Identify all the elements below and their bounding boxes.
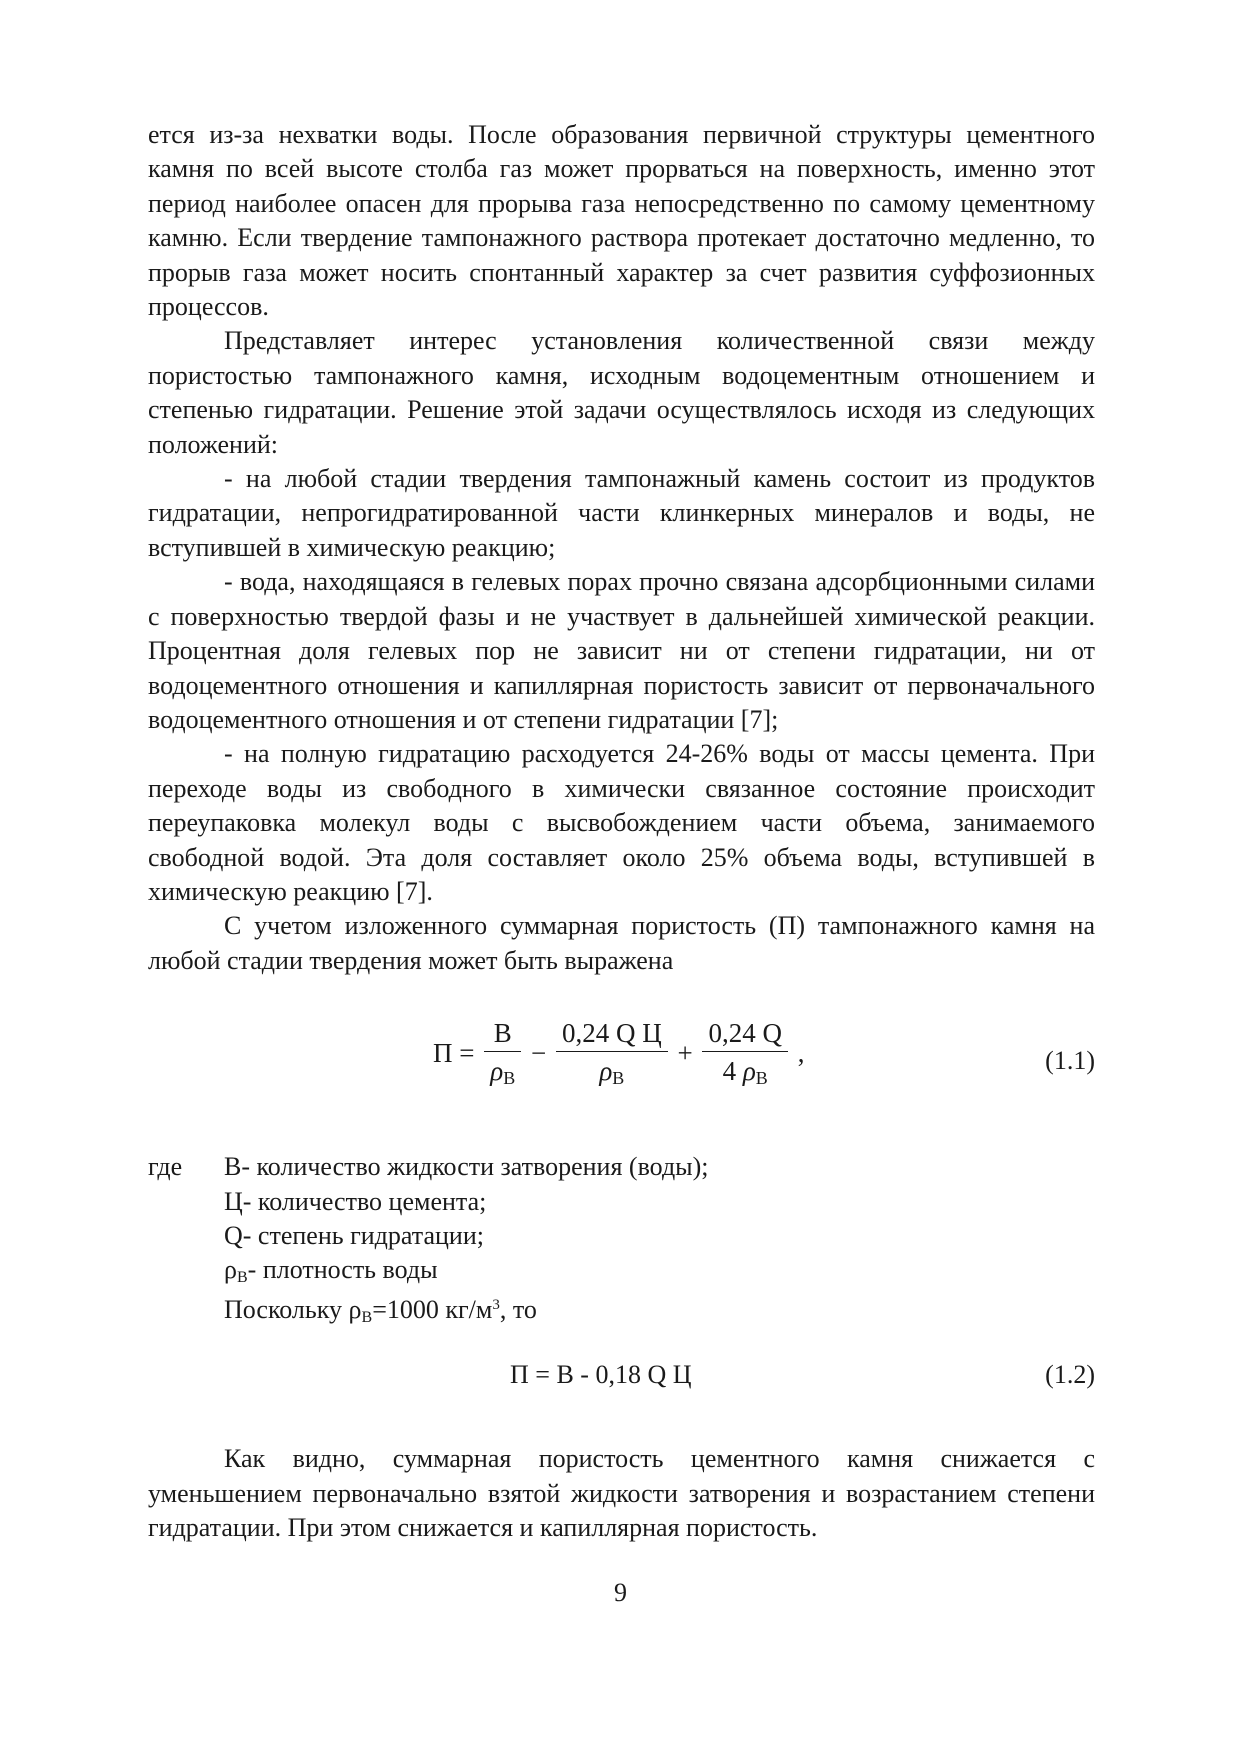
definition-density-text: - плотность воды bbox=[247, 1255, 438, 1285]
equation-2 bbox=[148, 1360, 1095, 1400]
definition-water: В- количество жидкости затворения (воды); bbox=[224, 1152, 709, 1182]
paragraph-3: - на любой стадии твердения тампонажный камень состоит из продуктов гидратации, непрогидратированной части клинкерных минералов и воды, не вступившей в химическую реакцию; bbox=[148, 464, 1095, 562]
eq1-f1-numerator: В bbox=[484, 1018, 521, 1052]
definition-cement: Ц- количество цемента; bbox=[224, 1186, 487, 1216]
rho-symbol: ρ bbox=[742, 1056, 756, 1087]
definition-density bbox=[224, 1253, 1095, 1287]
definition-hydration: Q- степень гидратации; bbox=[224, 1220, 484, 1250]
density-line-c: , то bbox=[499, 1294, 537, 1324]
eq1-f1-denominator bbox=[484, 1052, 521, 1089]
cubic-superscript: 3 bbox=[492, 1296, 500, 1313]
page-body bbox=[148, 118, 1095, 1545]
eq1-fraction-1 bbox=[484, 1018, 521, 1089]
eq1-fraction-3 bbox=[702, 1018, 788, 1089]
eq1-f2-numerator: 0,24 Q Ц bbox=[556, 1018, 668, 1052]
eq1-minus: − bbox=[530, 1038, 547, 1069]
eq1-comma: , bbox=[797, 1038, 805, 1069]
paragraph-7: Как видно, суммарная пористость цементного камня снижается с уменьшением первоначально взятой жидкости затворения и возрастанием степени гидратации. При этом снижается и капиллярная пористость. bbox=[148, 1444, 1095, 1542]
density-value-line bbox=[224, 1288, 1095, 1326]
equation-2-expression: П = В - 0,18 Q Ц bbox=[510, 1360, 692, 1390]
eq1-fraction-2 bbox=[556, 1018, 668, 1089]
eq1-f3-denominator bbox=[702, 1052, 788, 1089]
paragraph-2: Представляет интерес установления количественной связи между пористостью тампонажного камня, исходным водоцементным отношением и степенью гидратации. Решение этой задачи осуществлялось исходя из следующих положений: bbox=[148, 326, 1095, 459]
where-label: где bbox=[148, 1152, 183, 1182]
eq1-lhs: П = bbox=[433, 1038, 475, 1069]
rho-subscript: В bbox=[361, 1308, 373, 1326]
equation-2-number: (1.2) bbox=[1045, 1360, 1095, 1390]
rho-symbol: ρ bbox=[490, 1056, 504, 1087]
rho-symbol: ρ bbox=[599, 1056, 613, 1087]
eq1-f3-numerator: 0,24 Q bbox=[702, 1018, 788, 1052]
rho-subscript: В bbox=[236, 1269, 248, 1287]
eq1-f3-four: 4 bbox=[722, 1056, 737, 1087]
equation-1-number: (1.1) bbox=[1045, 1046, 1095, 1076]
equation-1-expression bbox=[430, 1018, 807, 1089]
paragraph-4: - вода, находящаяся в гелевых порах прочно связана адсорбционными силами с поверхностью твердой фазы и не участвует в дальнейшей химической реакции. Процентная доля гелевых пор не зависит ни от степени гидратации, ни от водоцементного отношения и капиллярная пористость зависит от первоначального водоцементного отношения и от степени гидратации [7]; bbox=[148, 567, 1095, 734]
equation-1 bbox=[148, 1018, 1095, 1128]
rho-subscript: В bbox=[503, 1068, 516, 1089]
rho-subscript: В bbox=[755, 1068, 768, 1089]
eq1-plus: + bbox=[677, 1038, 693, 1069]
rho-subscript: В bbox=[612, 1068, 625, 1089]
eq1-f2-denominator bbox=[556, 1052, 668, 1089]
paragraph-1: ется из-за нехватки воды. После образования первичной структуры цементного камня по всей высоте столба газ может прорваться на поверхность, именно этот период наиболее опасен для прорыва газа непосредственно по самому цементному камню. Если твердение тампонажного раствора протекает достаточно медленно, то прорыв газа может носить спонтанный характер за счет развития суффозионных процессов. bbox=[148, 120, 1095, 322]
paragraph-5: - на полную гидратацию расходуется 24-26% воды от массы цемента. При переходе воды из свободного в химически связанное состояние происходит переупаковка молекул воды с высвобождением части объема, занимаемого свободной водой. Эта доля составляет около 25% объема воды, вступившей в химическую реакцию [7]. bbox=[148, 739, 1095, 906]
page-number: 9 bbox=[614, 1578, 627, 1607]
paragraph-6: С учетом изложенного суммарная пористость (П) тампонажного камня на любой стадии твердения может быть выражена bbox=[148, 911, 1095, 975]
density-line-a: Поскольку ρ bbox=[224, 1294, 362, 1324]
definitions-list bbox=[224, 1150, 1095, 1326]
density-line-b: =1000 кг/м bbox=[372, 1294, 493, 1324]
rho-symbol: ρ bbox=[224, 1255, 237, 1285]
variable-definitions bbox=[148, 1150, 1095, 1326]
